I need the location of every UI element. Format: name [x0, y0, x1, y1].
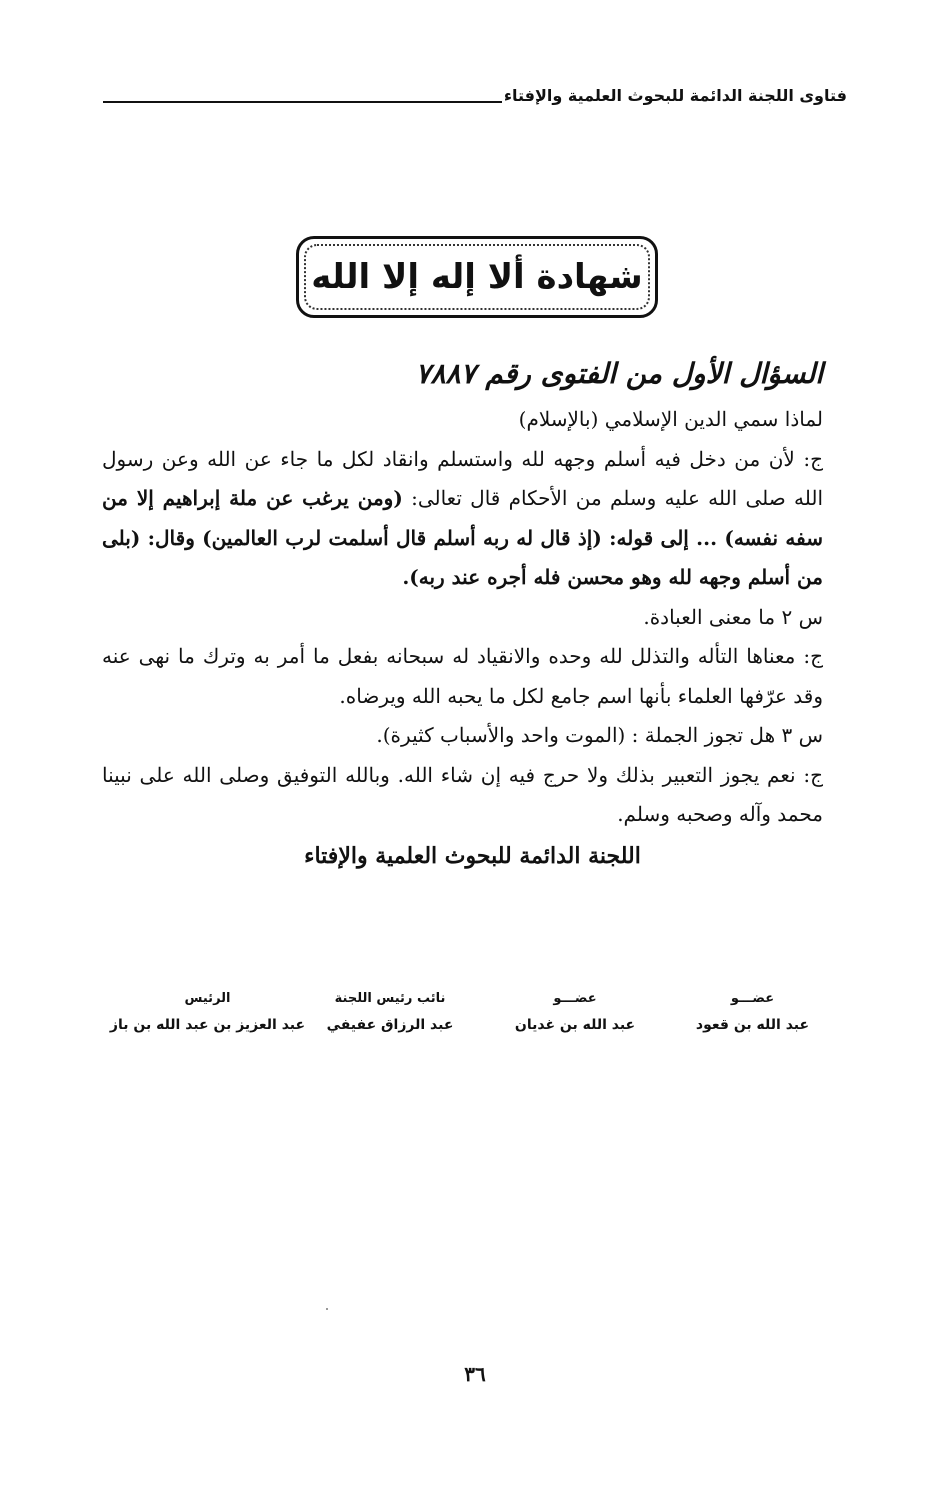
- running-title: فتاوى اللجنة الدائمة للبحوث العلمية والإفتاء: [503, 86, 847, 105]
- question-3: س ٣ هل تجوز الجملة : (الموت واحد والأسباب كثيرة).: [376, 723, 823, 747]
- answer-1-text: ج: لأن من دخل فيه أسلم وجهه لله واستسلم وانقاد لكل ما جاء عن الله وعن رسول الله صلى الله عليه وسلم من الأحكام قال تعالى:: [102, 446, 824, 510]
- answer-1: [102, 440, 823, 598]
- signature-role: عضـــو: [730, 991, 775, 1006]
- header-rule: [103, 101, 502, 103]
- question-1: لماذا سمي الدين الإسلامي (بالإسلام): [518, 407, 823, 431]
- signature-role: عضـــو: [553, 991, 597, 1006]
- running-header: [103, 86, 847, 106]
- scan-speck: [326, 1308, 328, 1310]
- signature-name: عبد العزيز بن عبد الله بن باز: [109, 1017, 306, 1033]
- title-frame-border: [304, 244, 650, 310]
- signatures-block: [108, 988, 820, 1048]
- question-heading: السؤال الأول من الفتوى رقم ٧٨٨٧: [415, 357, 823, 390]
- answer-2: ج: معناها التأله والتذلل لله وحده والانقياد له سبحانه بفعل ما أمر به وترك ما نهى عنه وقد عرّفها العلماء بأنها اسم جامع لكل ما يحبه الله ويرضاه.: [102, 644, 823, 708]
- signature-role: نائب رئيس اللجنة: [334, 991, 446, 1006]
- signature-member-2: [505, 988, 645, 1040]
- signature-vice-chairman: [310, 988, 470, 1040]
- committee-name: اللجنة الدائمة للبحوث العلمية والإفتاء: [304, 842, 641, 869]
- signature-role: الرئيس: [184, 991, 231, 1006]
- signature-chairman: [105, 988, 310, 1040]
- signature-name: عبد الله بن قعود: [695, 1017, 810, 1033]
- signature-name: عبد الرزاق عفيفي: [326, 1017, 454, 1033]
- page-title: شهادة ألا إله إلا الله: [311, 257, 643, 297]
- answer-1-quran-quote: (ومن يرغب عن ملة إبراهيم إلا من سفه نفسه) ... إلى قوله: (إذ قال له ربه أسلم قال أسلمت لرب العالمين) وقال: (بلى من أسلم وجهه لله وهو محسن فله أجره عند ربه).: [102, 486, 823, 589]
- signature-member-1: [685, 988, 820, 1040]
- question-2: س ٢ ما معنى العبادة.: [643, 604, 823, 629]
- fatwa-body: [102, 350, 823, 876]
- title-frame: [296, 236, 658, 318]
- answer-3: ج: نعم يجوز التعبير بذلك ولا حرج فيه إن شاء الله. وبالله التوفيق وصلى الله على نبينا محمد وآله وصحبه وسلم.: [102, 762, 823, 826]
- signature-name: عبد الله بن غديان: [514, 1017, 636, 1033]
- page-number: ٣٦: [464, 1362, 486, 1386]
